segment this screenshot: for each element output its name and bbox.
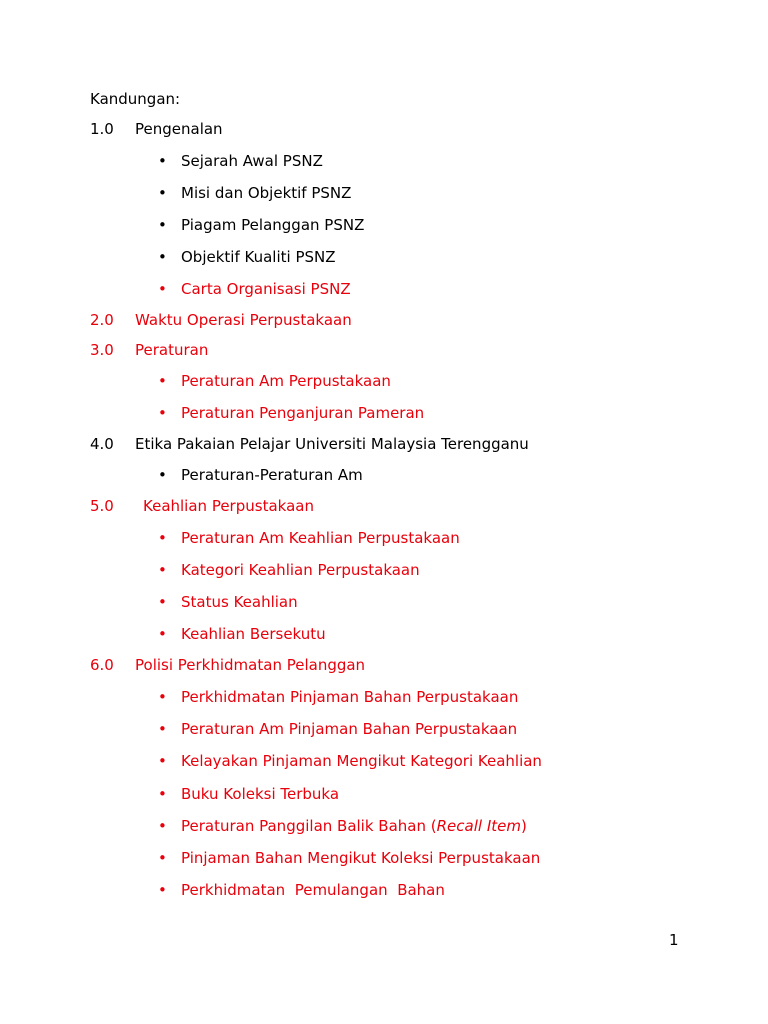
list-item — [0, 527, 768, 549]
recall-item-italic: Recall Item — [436, 817, 521, 835]
list-item-text: Sejarah Awal PSNZ — [181, 152, 323, 170]
list-item — [0, 750, 768, 772]
list-item — [0, 591, 768, 613]
list-item — [0, 278, 768, 300]
list-item-text: Perkhidmatan Pinjaman Bahan Perpustakaan — [181, 688, 519, 706]
list-item-text: Peraturan Am Keahlian Perpustakaan — [181, 529, 460, 547]
list-item-text: Misi dan Objektif PSNZ — [181, 184, 352, 202]
recall-text-prefix: Peraturan Panggilan Balik Bahan ( — [181, 817, 437, 835]
list-item — [0, 718, 768, 740]
list-item-text: Peraturan-Peraturan Am — [181, 466, 363, 484]
list-item — [0, 847, 768, 869]
bullet-icon: • — [158, 248, 167, 266]
bullet-icon: • — [158, 752, 167, 770]
section-number: 4.0 — [90, 435, 114, 453]
bullet-icon: • — [158, 817, 167, 835]
list-item — [0, 879, 768, 901]
toc-section-5 — [0, 495, 768, 517]
list-item — [0, 370, 768, 392]
list-item — [0, 402, 768, 424]
list-item-text: Keahlian Bersekutu — [181, 625, 326, 643]
toc-section-3 — [0, 339, 768, 361]
list-item — [0, 246, 768, 268]
list-item-text: Kategori Keahlian Perpustakaan — [181, 561, 420, 579]
bullet-icon: • — [158, 466, 167, 484]
toc-heading-line — [0, 88, 768, 110]
bullet-icon: • — [158, 404, 167, 422]
list-item-text — [181, 815, 527, 837]
list-item-text: Piagam Pelanggan PSNZ — [181, 216, 365, 234]
list-item-text: Perkhidmatan Pemulangan Bahan — [181, 881, 445, 899]
bullet-icon: • — [158, 561, 167, 579]
section-number: 2.0 — [90, 311, 114, 329]
list-item — [0, 150, 768, 172]
section-title: Pengenalan — [135, 120, 223, 138]
section-title: Keahlian Perpustakaan — [143, 497, 314, 515]
bullet-icon: • — [158, 372, 167, 390]
list-item-text: Peraturan Am Perpustakaan — [181, 372, 391, 390]
section-title: Waktu Operasi Perpustakaan — [135, 311, 352, 329]
list-item-text: Buku Koleksi Terbuka — [181, 785, 340, 803]
list-item-text: Peraturan Penganjuran Pameran — [181, 404, 425, 422]
page-number: 1 — [669, 931, 679, 949]
toc-heading: Kandungan: — [90, 90, 181, 108]
list-item-text: Carta Organisasi PSNZ — [181, 280, 351, 298]
toc-section-4 — [0, 433, 768, 455]
bullet-icon: • — [158, 152, 167, 170]
toc-section-1 — [0, 118, 768, 140]
toc-section-6 — [0, 654, 768, 676]
bullet-icon: • — [158, 216, 167, 234]
section-number: 6.0 — [90, 656, 114, 674]
list-item-text: Kelayakan Pinjaman Mengikut Kategori Keahlian — [181, 752, 542, 770]
bullet-icon: • — [158, 785, 167, 803]
bullet-icon: • — [158, 881, 167, 899]
bullet-icon: • — [158, 184, 167, 202]
bullet-icon: • — [158, 529, 167, 547]
section-title: Peraturan — [135, 341, 209, 359]
list-item — [0, 214, 768, 236]
bullet-icon: • — [158, 688, 167, 706]
list-item-text: Pinjaman Bahan Mengikut Koleksi Perpustakaan — [181, 849, 541, 867]
list-item — [0, 623, 768, 645]
list-item — [0, 559, 768, 581]
bullet-icon: • — [158, 720, 167, 738]
list-item-text: Peraturan Am Pinjaman Bahan Perpustakaan — [181, 720, 518, 738]
list-item — [0, 686, 768, 708]
section-title: Polisi Perkhidmatan Pelanggan — [135, 656, 366, 674]
list-item — [0, 182, 768, 204]
toc-section-2 — [0, 309, 768, 331]
recall-text-close: ) — [520, 817, 527, 835]
bullet-icon: • — [158, 593, 167, 611]
section-number: 3.0 — [90, 341, 114, 359]
bullet-icon: • — [158, 849, 167, 867]
list-item-text: Objektif Kualiti PSNZ — [181, 248, 336, 266]
list-item-text: Status Keahlian — [181, 593, 298, 611]
list-item — [0, 783, 768, 805]
section-number: 1.0 — [90, 120, 114, 138]
section-title: Etika Pakaian Pelajar Universiti Malaysia Terengganu — [135, 435, 529, 453]
bullet-icon: • — [158, 280, 167, 298]
list-item — [0, 815, 768, 837]
bullet-icon: • — [158, 625, 167, 643]
section-number: 5.0 — [90, 497, 114, 515]
list-item — [0, 464, 768, 486]
